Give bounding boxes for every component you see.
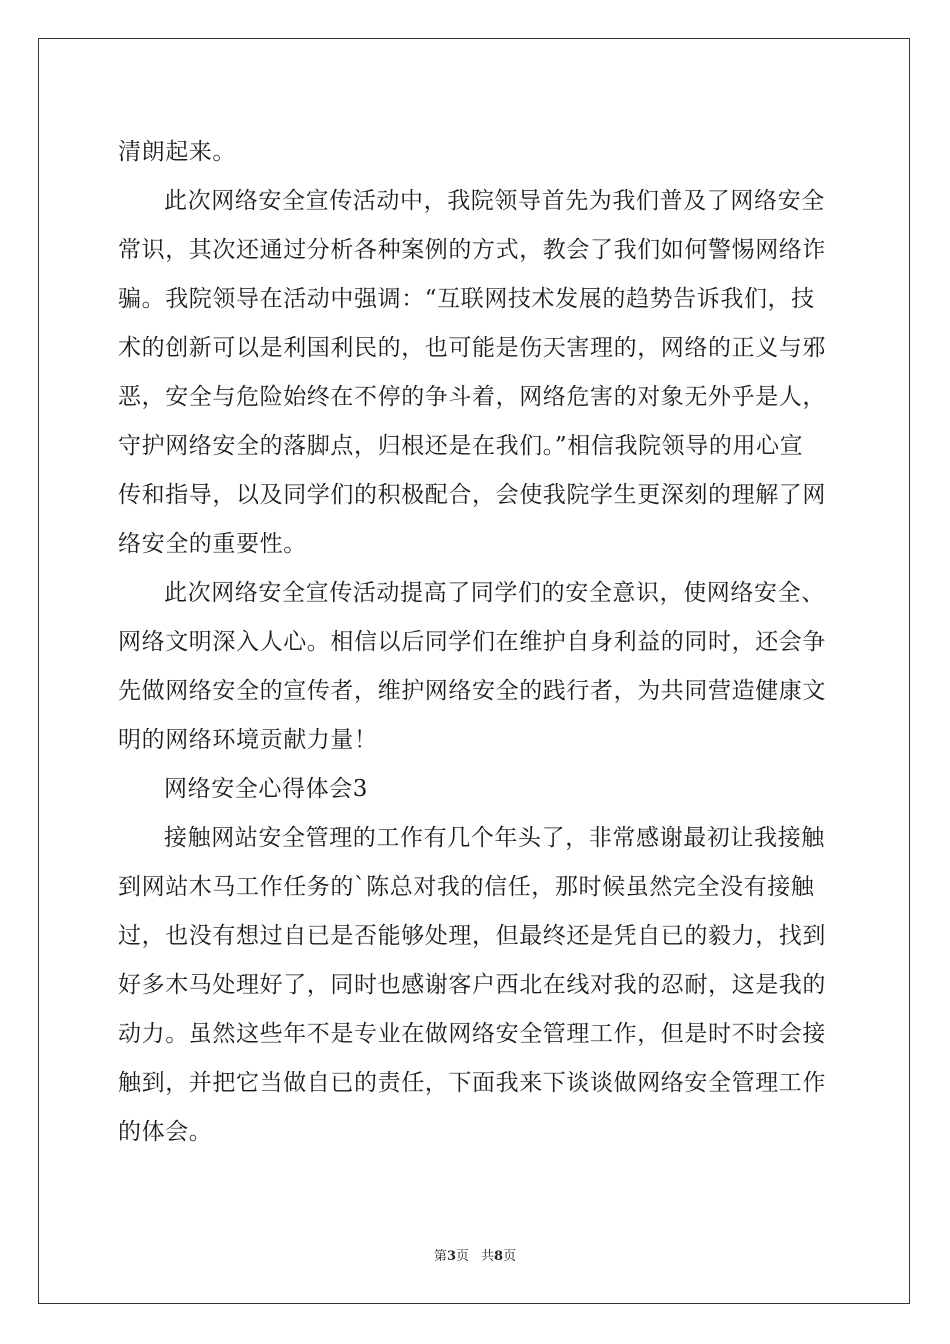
text-line-8: 传和指导，以及同学们的积极配合，会使我院学生更深刻的理解了网 xyxy=(118,482,826,508)
page-footer xyxy=(0,1245,950,1264)
current-page-number: 3 xyxy=(446,1249,456,1264)
text-line-3: 常识，其次还通过分析各种案例的方式，教会了我们如何警惕网络诈 xyxy=(118,237,826,263)
text-line-1: 清朗起来。 xyxy=(118,139,236,165)
text-line-5: 术的创新可以是利国利民的，也可能是伤天害理的，网络的正义与邪 xyxy=(118,335,826,361)
text-line-10: 此次网络安全宣传活动提高了同学们的安全意识，使网络安全、 xyxy=(164,580,825,606)
text-line-7: 守护网络安全的落脚点，归根还是在我们。”相信我院领导的用心宣 xyxy=(118,433,804,459)
text-line-16: 到网站木马工作任务的`陈总对我的信任，那时候虽然完全没有接触 xyxy=(118,874,815,900)
text-line-19: 动力。虽然这些年不是专业在做网络安全管理工作，但是时不时会接 xyxy=(118,1021,826,1047)
total-prefix: 共 xyxy=(481,1249,495,1264)
text-line-15: 接触网站安全管理的工作有几个年头了，非常感谢最初让我接触 xyxy=(164,825,825,851)
text-line-4: 骗。我院领导在活动中强调：“互联网技术发展的趋势告诉我们，技 xyxy=(118,286,815,312)
text-line-17: 过，也没有想过自已是否能够处理，但最终还是凭自已的毅力，找到 xyxy=(118,923,826,949)
text-line-11: 网络文明深入人心。相信以后同学们在维护自身利益的同时，还会争 xyxy=(118,629,826,655)
document-body xyxy=(118,128,834,1157)
total-suffix: 页 xyxy=(503,1249,517,1264)
page-suffix: 页 xyxy=(455,1249,469,1264)
text-line-12: 先做网络安全的宣传者，维护网络安全的践行者，为共同营造健康文 xyxy=(118,678,826,704)
section-heading: 网络安全心得体会3 xyxy=(164,776,369,802)
text-line-2: 此次网络安全宣传活动中，我院领导首先为我们普及了网络安全 xyxy=(164,188,825,214)
text-line-13: 明的网络环境贡献力量！ xyxy=(118,727,378,753)
text-line-20: 触到，并把它当做自已的责任，下面我来下谈谈做网络安全管理工作 xyxy=(118,1070,826,1096)
text-line-21: 的体会。 xyxy=(118,1119,213,1145)
text-line-18: 好多木马处理好了，同时也感谢客户西北在线对我的忍耐，这是我的 xyxy=(118,972,826,998)
page-prefix: 第 xyxy=(433,1249,447,1264)
total-page-number: 8 xyxy=(494,1249,504,1264)
text-line-9: 络安全的重要性。 xyxy=(118,531,307,557)
text-line-6: 恶，安全与危险始终在不停的争斗着，网络危害的对象无外乎是人， xyxy=(118,384,826,410)
